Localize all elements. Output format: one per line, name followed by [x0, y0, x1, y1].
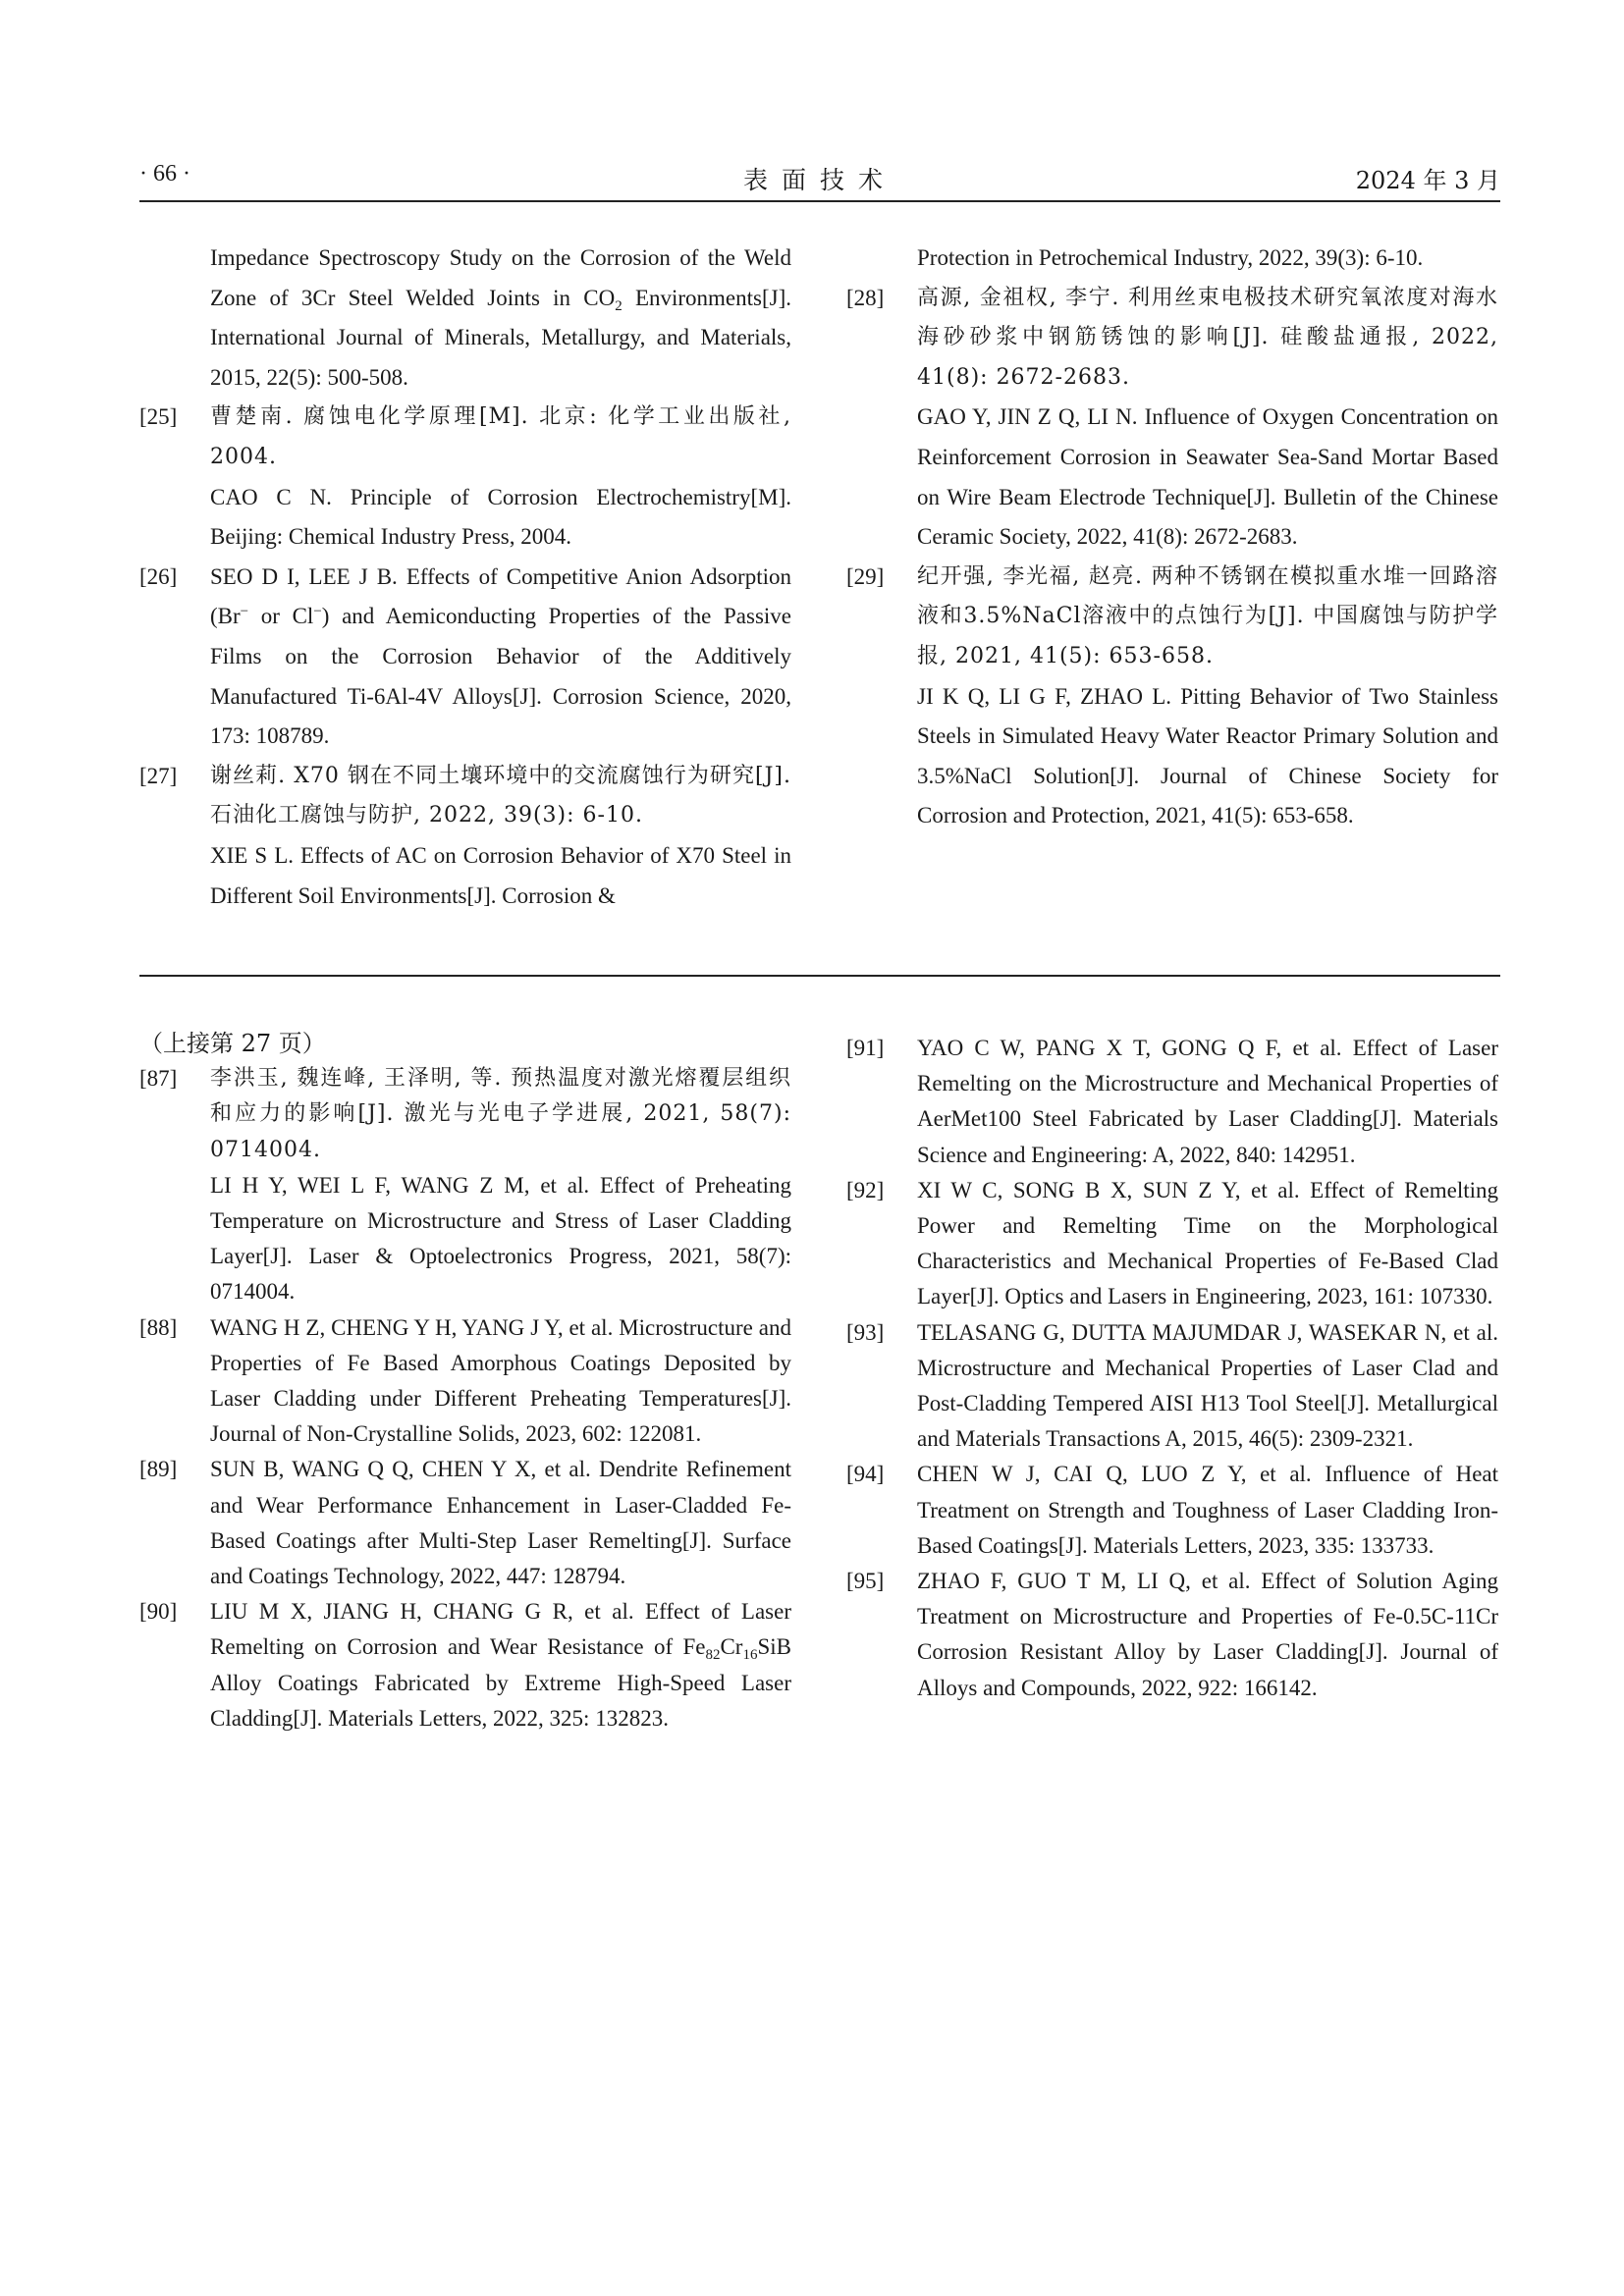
reference-number: [25]	[139, 404, 178, 430]
reference-text-en: LIU M X, JIANG H, CHANG G R, et al. Effect of Laser Remelting on Corrosion and Wear Resistance of $Fe_{82}Cr_{16}SiB$ Alloy Coatings Fabricated by Extreme High-Speed Laser Cladding[J]. Materials Letters, 2022, 325: 132823.	[210, 1599, 791, 1731]
reference-text-en: CHEN W J, CAI Q, LUO Z Y, et al. Influence of Heat Treatment on Strength and Toughness of Laser Cladding Iron-Based Coatings[J]. Materials Letters, 2023, 335: 133733.	[917, 1462, 1498, 1558]
reference-27-continued	[846, 239, 1498, 279]
top-left-column	[139, 239, 791, 916]
reference-text-en: CAO C N. Principle of Corrosion Electrochemistry[M]. Beijing: Chemical Industry Press, 2004.	[210, 484, 791, 550]
reference-25	[139, 398, 791, 557]
reference-number: [28]	[846, 285, 885, 310]
reference-number: [89]	[139, 1457, 178, 1482]
reference-27	[139, 757, 791, 916]
reference-number: [92]	[846, 1177, 885, 1202]
reference-text-en: XIE S L. Effects of AC on Corrosion Behavior of X70 Steel in Different Soil Environments[J]. Corrosion &	[210, 842, 791, 908]
reference-text-en: YAO C W, PANG X T, GONG Q F, et al. Effect of Laser Remelting on the Microstructure and Mechanical Properties of AerMet100 Steel Fabricated by Laser Cladding[J]. Materials Science and Engineering: A, 2022, 840: 142951.	[917, 1036, 1498, 1167]
reference-text-en: JI K Q, LI G F, ZHAO L. Pitting Behavior of Two Stainless Steels in Simulated Heavy Water Reactor Primary Solution and 3.5%NaCl Solution[J]. Journal of Chinese Society for Corrosion and Protection, 2021, 41(5): 653-658.	[917, 683, 1498, 828]
reference-text-en: XI W C, SONG B X, SUN Z Y, et al. Effect of Remelting Power and Remelting Time on the Morphological Characteristics and Mechanical Properties of Fe-Based Clad Layer[J]. Optics and Lasers in Engineering, 2023, 161: 107330.	[917, 1177, 1498, 1309]
reference-26	[139, 558, 791, 757]
reference-text-zh: 李洪玉, 魏连峰, 王泽明, 等. 预热温度对激光熔覆层组织和应力的影响[J]. 激光与光电子学进展, 2021, 58(7): 0714004.	[210, 1066, 791, 1162]
bottom-left-column	[139, 1026, 791, 1736]
reference-87	[139, 1061, 791, 1309]
reference-28	[846, 279, 1498, 558]
reference-89	[139, 1452, 791, 1594]
reference-text-en: LI H Y, WEI L F, WANG Z M, et al. Effect of Preheating Temperature on Microstructure and Stress of Laser Cladding Layer[J]. Laser & Optoelectronics Progress, 2021, 58(7): 0714004.	[210, 1172, 791, 1305]
reference-92	[846, 1173, 1498, 1315]
continued-note: （上接第 27 页）	[139, 1030, 326, 1057]
reference-number: [27]	[139, 763, 178, 788]
reference-text-zh: 纪开强, 李光福, 赵亮. 两种不锈钢在模拟重水堆一回路溶液和3.5%NaCl溶液中的点蚀行为[J]. 中国腐蚀与防护学报, 2021, 41(5): 653-658.	[917, 563, 1498, 668]
top-right-column	[846, 239, 1498, 836]
reference-95	[846, 1564, 1498, 1706]
reference-93	[846, 1315, 1498, 1458]
reference-number: [29]	[846, 563, 885, 589]
reference-text-en: WANG H Z, CHENG Y H, YANG J Y, et al. Microstructure and Properties of Fe Based Amorphous Coatings Deposited by Laser Cladding under Different Preheating Temperatures[J]. Journal of Non-Crystalline Solids, 2023, 602: 122081.	[210, 1314, 791, 1447]
reference-number: [26]	[139, 563, 178, 589]
page-header	[139, 161, 1500, 202]
reference-number: [94]	[846, 1462, 885, 1487]
section-divider	[139, 975, 1500, 977]
journal-title: 表面技术	[742, 166, 896, 194]
reference-90	[139, 1594, 791, 1736]
reference-text-zh: 曹楚南. 腐蚀电化学原理[M]. 北京: 化学工业出版社, 2004.	[210, 404, 791, 469]
reference-number: [93]	[846, 1319, 885, 1345]
reference-text-en: ZHAO F, GUO T M, LI Q, et al. Effect of Solution Aging Treatment on Microstructure and Properties of Fe-0.5C-11Cr Corrosion Resistant Alloy by Laser Cladding[J]. Journal of Alloys and Compounds, 2022, 922: 166142.	[917, 1569, 1498, 1700]
reference-88	[139, 1310, 791, 1453]
reference-number: [88]	[139, 1314, 178, 1340]
issue-date: 2024 年 3 月	[1355, 167, 1500, 194]
reference-number: [91]	[846, 1036, 885, 1060]
page-number: · 66 ·	[139, 161, 190, 187]
reference-text-en: GAO Y, JIN Z Q, LI N. Influence of Oxygen Concentration on Reinforcement Corrosion in Seawater Sea-Sand Mortar Based on Wire Beam Electrode Technique[J]. Bulletin of the Chinese Ceramic Society, 2022, 41(8): 2672-2683.	[917, 404, 1498, 550]
reference-text-zh: 谢丝莉. X70 钢在不同土壤环境中的交流腐蚀行为研究[J]. 石油化工腐蚀与防护, 2022, 39(3): 6-10.	[210, 763, 791, 828]
reference-number: [95]	[846, 1569, 885, 1594]
reference-24-continued	[139, 239, 791, 398]
reference-94	[846, 1457, 1498, 1564]
reference-number: [87]	[139, 1066, 178, 1092]
reference-text: Protection in Petrochemical Industry, 2022, 39(3): 6-10.	[917, 245, 1424, 270]
reference-91	[846, 1031, 1498, 1173]
reference-text-en: SEO D I, LEE J B. Effects of Competitive Anion Adsorption (Br− or Cl−) and Aemiconducting Properties of the Passive Films on the Corrosion Behavior of the Additively Manufactured Ti-6Al-4V Alloys[J]. Corrosion Science, 2020, 173: 108789.	[210, 563, 791, 749]
reference-number: [90]	[139, 1599, 178, 1625]
reference-text-en: SUN B, WANG Q Q, CHEN Y X, et al. Dendrite Refinement and Wear Performance Enhancement in Laser-Cladded Fe-Based Coatings after Multi-Step Laser Remelting[J]. Surface and Coatings Technology, 2022, 447: 128794.	[210, 1457, 791, 1589]
reference-text: Impedance Spectroscopy Study on the Corrosion of the Weld Zone of 3Cr Steel Welded Joints in $CO_2$ Environments[J]. International Journal of Minerals, Metallurgy, and Materials, 2015, 22(5): 500-508.	[210, 245, 791, 390]
reference-text-en: TELASANG G, DUTTA MAJUMDAR J, WASEKAR N, et al. Microstructure and Mechanical Properties of Laser Clad and Post-Cladding Tempered AISI H13 Tool Steel[J]. Metallurgical and Materials Transactions A, 2015, 46(5): 2309-2321.	[917, 1319, 1498, 1452]
reference-text-zh: 高源, 金祖权, 李宁. 利用丝束电极技术研究氧浓度对海水海砂砂浆中钢筋锈蚀的影响[J]. 硅酸盐通报, 2022, 41(8): 2672-2683.	[917, 285, 1498, 390]
bottom-right-column	[846, 1031, 1498, 1706]
reference-29	[846, 558, 1498, 836]
